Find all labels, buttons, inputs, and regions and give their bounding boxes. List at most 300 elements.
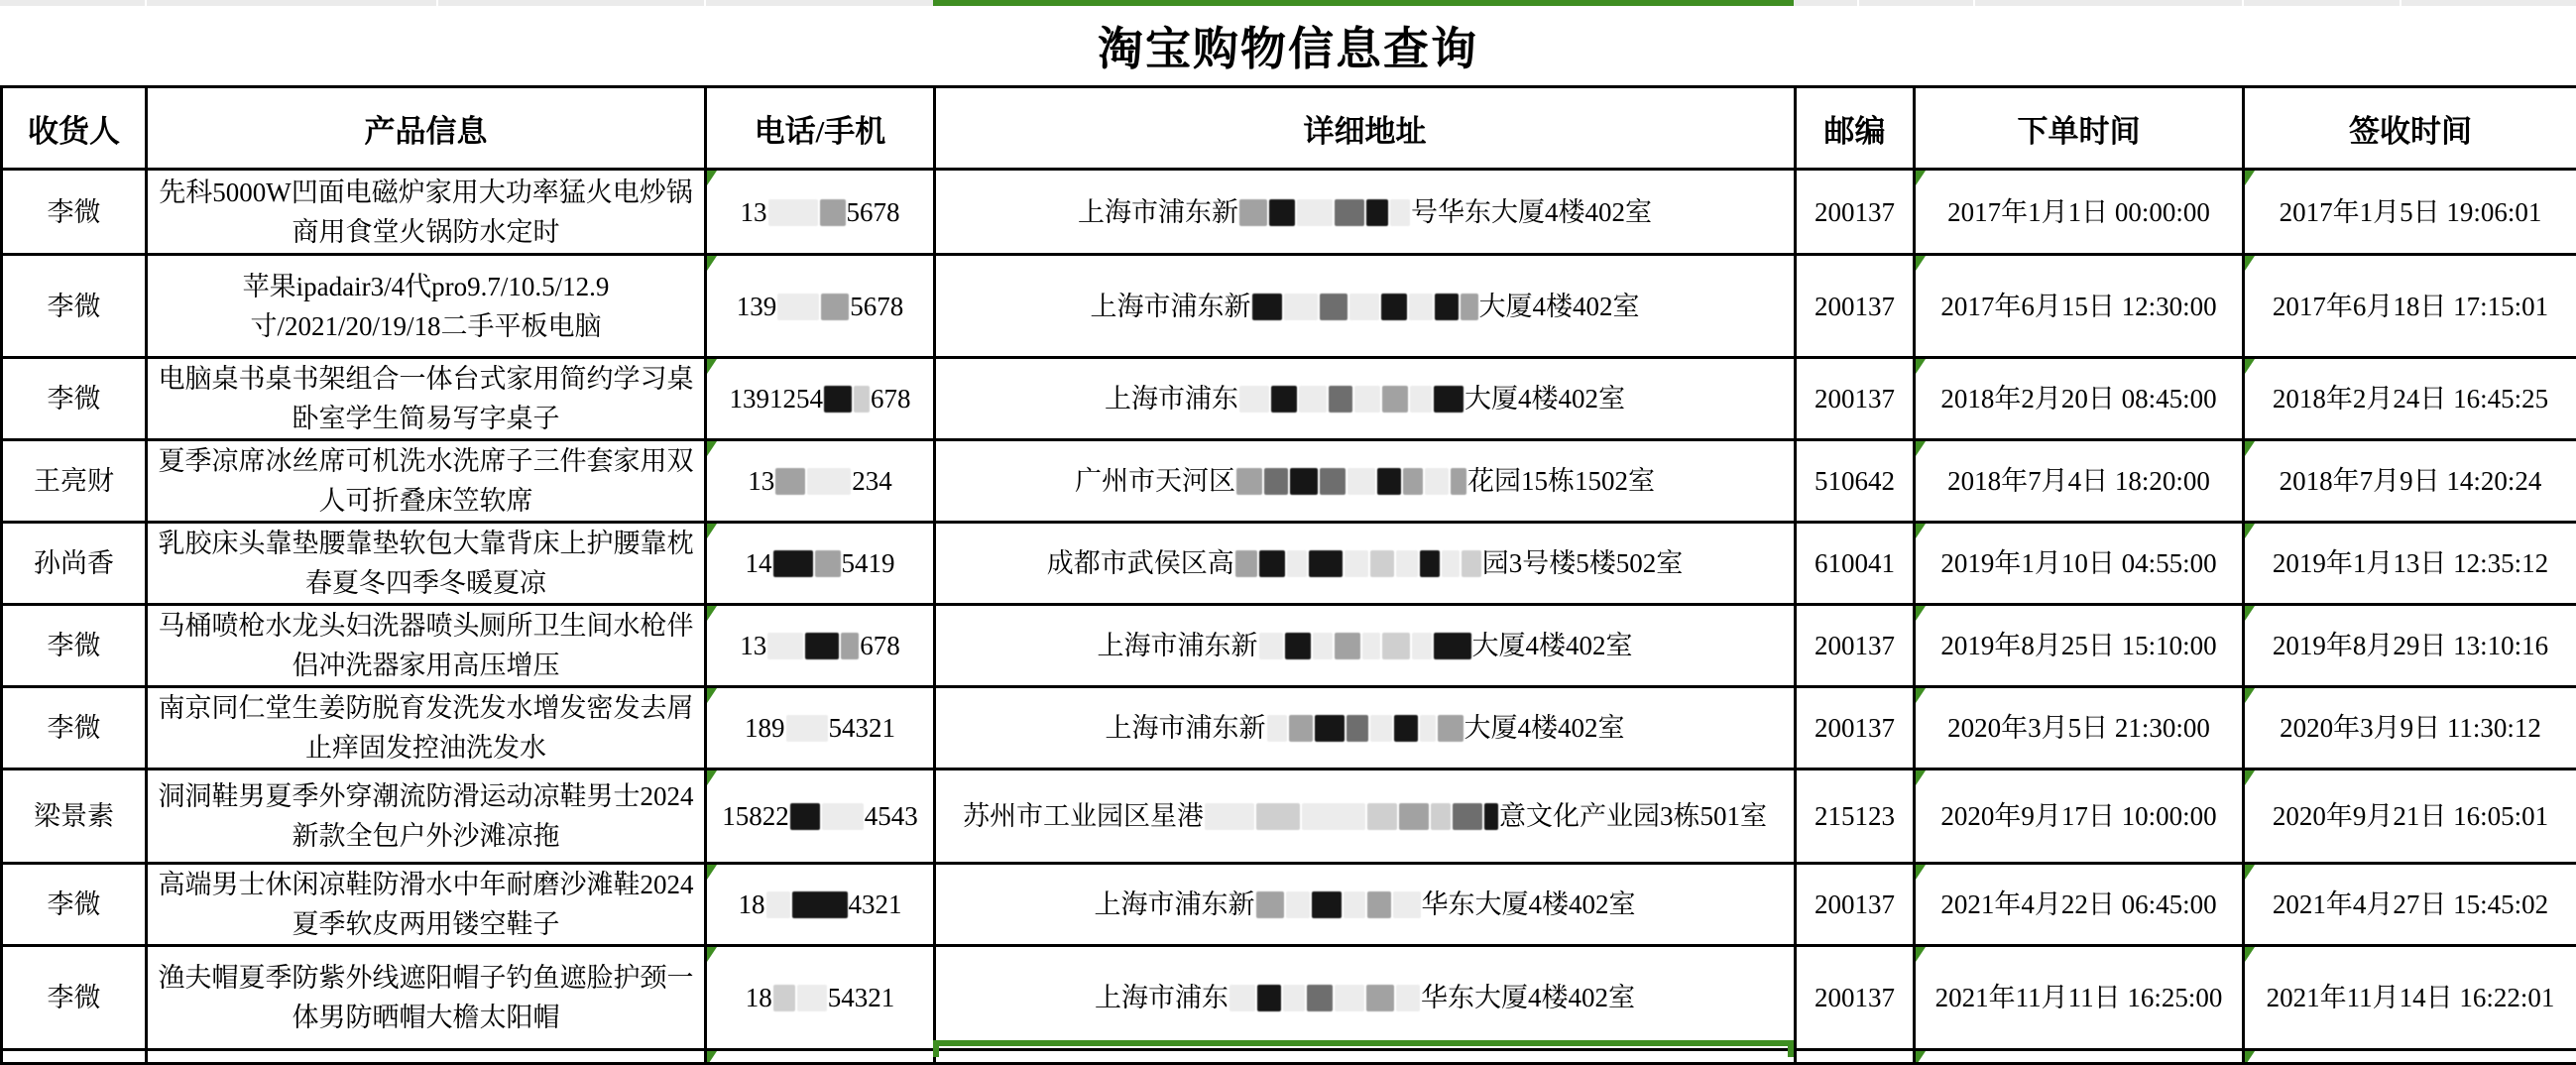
- redaction-block: [1347, 715, 1368, 742]
- cell-text: 马桶喷枪水龙头妇洗器喷头厕所卫生间水枪伴侣冲洗器家用高压增压: [159, 611, 694, 680]
- cell-text: 678: [860, 631, 900, 660]
- cell-phone[interactable]: [706, 255, 935, 358]
- cell-order_time[interactable]: [1915, 440, 2244, 523]
- redaction-block: [1229, 985, 1255, 1011]
- column-header-address[interactable]: 详细地址: [935, 87, 1796, 170]
- sheet-title-row: [0, 6, 2576, 85]
- cell-text: 乳胶床头靠垫腰靠垫软包大靠背床上护腰靠枕春夏冬四季冬暖夏凉: [159, 529, 694, 598]
- redaction-block: [1269, 199, 1295, 226]
- cell-address[interactable]: [935, 523, 1796, 605]
- text-number-marker-icon: [1916, 947, 1926, 962]
- redaction-block: [1381, 294, 1407, 320]
- redaction-block: [1335, 199, 1364, 226]
- cell-text: 678: [871, 384, 911, 414]
- cell-text: 510642: [1815, 466, 1895, 496]
- cell-recipient[interactable]: [2, 255, 147, 358]
- cell-text: 园3号楼5楼502室: [1482, 548, 1684, 578]
- cell-product[interactable]: [147, 687, 706, 769]
- cell-zip[interactable]: [1796, 358, 1915, 440]
- cell-zip[interactable]: [1796, 769, 1915, 864]
- redaction-block: [1377, 468, 1401, 495]
- redaction-block: [1302, 803, 1365, 830]
- redaction-block: [805, 633, 839, 659]
- cell-text: 1391254: [730, 384, 824, 414]
- text-number-marker-icon: [707, 688, 717, 703]
- cell-text: 成都市武侯区高: [1047, 548, 1234, 578]
- cell-text: 200137: [1815, 983, 1895, 1012]
- cell-text: 华东大厦4楼402室: [1421, 983, 1635, 1012]
- cell-text: 18: [746, 983, 772, 1012]
- cell-text: 渔夫帽夏季防紫外线遮阳帽子钓鱼遮脸护颈一体男防晒帽大檐太阳帽: [159, 963, 694, 1032]
- cell-text: 大厦4楼402室: [1464, 384, 1625, 414]
- orders-table: [0, 85, 2576, 1065]
- cell-text: 上海市浦东新: [1091, 292, 1251, 321]
- cell-receipt_time[interactable]: [2244, 523, 2576, 605]
- redaction-block: [1390, 199, 1410, 226]
- cell-text: 234: [852, 466, 892, 496]
- cell-text: 大厦4楼402室: [1472, 631, 1633, 660]
- redaction-block: [1329, 386, 1352, 413]
- redaction-block: [1354, 386, 1380, 413]
- redaction-block: [822, 803, 864, 830]
- cell-text: 13: [740, 631, 766, 660]
- text-number-marker-icon: [1916, 524, 1926, 538]
- cell-text: 2018年2月24日 16:45:25: [2273, 384, 2548, 414]
- cell-receipt_time[interactable]: [2244, 769, 2576, 864]
- text-number-marker-icon: [1916, 171, 1926, 185]
- cell-text: 广州市天河区: [1075, 466, 1235, 496]
- cell-text: 李微: [48, 631, 101, 660]
- cell-zip[interactable]: [1796, 605, 1915, 687]
- text-number-marker-icon: [707, 1051, 717, 1064]
- redaction-block: [1394, 715, 1418, 742]
- cell-order_time[interactable]: [1915, 605, 2244, 687]
- cell-product[interactable]: [147, 769, 706, 864]
- cell-recipient[interactable]: [2, 946, 147, 1050]
- cell-recipient[interactable]: [2, 687, 147, 769]
- cell-text: 14: [746, 548, 772, 578]
- cell-phone[interactable]: [706, 864, 935, 946]
- cell-text: 2018年7月4日 18:20:00: [1947, 466, 2210, 496]
- cell-recipient[interactable]: [2, 440, 147, 523]
- cell-text: 2017年1月1日 00:00:00: [1947, 197, 2210, 227]
- cell-text: 200137: [1815, 889, 1895, 919]
- redaction-block: [1347, 468, 1375, 495]
- redaction-block: [766, 891, 790, 918]
- cell-text: 5419: [842, 548, 895, 578]
- cell-product[interactable]: [147, 946, 706, 1050]
- cell-receipt_time[interactable]: [2244, 170, 2576, 255]
- cell-text: 南京同仁堂生姜防脱育发洗发水增发密发去屑止痒固发控油洗发水: [159, 693, 694, 763]
- redaction-block: [1434, 386, 1464, 413]
- cell-text: 200137: [1815, 292, 1895, 321]
- cell-zip[interactable]: [1796, 255, 1915, 358]
- text-number-marker-icon: [1916, 688, 1926, 703]
- table-row: [2, 605, 2576, 687]
- redaction-block: [1366, 199, 1388, 226]
- cell-text: 李微: [48, 889, 101, 919]
- cell-address[interactable]: [935, 605, 1796, 687]
- cell-text: 上海市浦东: [1105, 384, 1238, 414]
- redaction-block: [1367, 891, 1391, 918]
- page-title: 淘宝购物信息查询: [1098, 13, 1478, 78]
- redaction-block: [1410, 386, 1432, 413]
- redaction-block: [1257, 985, 1281, 1011]
- redaction-block: [1434, 633, 1471, 659]
- cell-text: 200137: [1815, 631, 1895, 660]
- redaction-block: [1239, 199, 1267, 226]
- cell-phone[interactable]: [706, 170, 935, 255]
- cell-zip[interactable]: [1796, 170, 1915, 255]
- redaction-block: [1484, 803, 1498, 830]
- cell-text: 2017年6月15日 12:30:00: [1940, 292, 2216, 321]
- cell-receipt_time[interactable]: [2244, 605, 2576, 687]
- cell-text: 2019年8月29日 13:10:16: [2273, 631, 2548, 660]
- cell-text: 2017年1月5日 19:06:01: [2280, 197, 2542, 227]
- redaction-block: [1297, 199, 1333, 226]
- redaction-block: [1370, 550, 1394, 577]
- redaction-block: [824, 386, 852, 413]
- cell-recipient[interactable]: [2, 170, 147, 255]
- cell-text: 上海市浦东新: [1106, 713, 1266, 743]
- cell-text: 200137: [1815, 197, 1895, 227]
- cell-text: 大厦4楼402室: [1464, 713, 1625, 743]
- cell-address[interactable]: [935, 170, 1796, 255]
- text-number-marker-icon: [2245, 865, 2255, 880]
- redaction-block: [1370, 715, 1392, 742]
- redaction-block: [1235, 550, 1257, 577]
- redaction-block: [841, 633, 859, 659]
- cell-text: 2019年1月13日 12:35:12: [2273, 548, 2548, 578]
- cell-order_time[interactable]: [1915, 255, 2244, 358]
- cell-text: 大厦4楼402室: [1479, 292, 1640, 321]
- text-number-marker-icon: [2245, 171, 2255, 185]
- column-header-order_time[interactable]: 下单时间: [1915, 87, 2244, 170]
- redaction-block: [854, 386, 870, 413]
- cell-text: 高端男士休闲凉鞋防滑水中年耐磨沙滩鞋2024夏季软皮两用镂空鞋子: [159, 870, 694, 939]
- redaction-block: [1335, 633, 1360, 659]
- cell-order_time[interactable]: [1915, 358, 2244, 440]
- redaction-block: [773, 550, 813, 577]
- cell-order_time[interactable]: [1915, 769, 2244, 864]
- table-row: [2, 170, 2576, 255]
- redaction-block: [1382, 386, 1408, 413]
- redaction-block: [1399, 803, 1429, 830]
- redaction-block: [1264, 468, 1288, 495]
- redaction-block: [1442, 550, 1460, 577]
- cell-product[interactable]: [147, 170, 706, 255]
- cell-text: 苹果ipadair3/4代pro9.7/10.5/12.9寸/2021/20/19/18二手平板电脑: [243, 272, 610, 341]
- text-number-marker-icon: [2245, 688, 2255, 703]
- cell-text: 李微: [48, 384, 101, 414]
- redaction-block: [1271, 386, 1297, 413]
- redaction-block: [773, 985, 795, 1011]
- table-row: [2, 946, 2576, 1050]
- text-number-marker-icon: [1916, 606, 1926, 621]
- cell-phone[interactable]: [706, 440, 935, 523]
- redaction-block: [1409, 294, 1433, 320]
- cell-text: 苏州市工业园区星港: [963, 801, 1204, 831]
- redaction-block: [1286, 891, 1310, 918]
- column-header-product[interactable]: 产品信息: [147, 87, 706, 170]
- text-number-marker-icon: [707, 524, 717, 538]
- cell-product[interactable]: [147, 605, 706, 687]
- cell-text: 意文化产业园3栋501室: [1499, 801, 1767, 831]
- redaction-block: [1431, 803, 1451, 830]
- cell-order_time[interactable]: [1915, 687, 2244, 769]
- redaction-block: [797, 985, 827, 1011]
- cell-text: 上海市浦东: [1095, 983, 1229, 1012]
- column-header-receipt_time[interactable]: 签收时间: [2244, 87, 2576, 170]
- cell-product[interactable]: [147, 864, 706, 946]
- cell-text: 2018年2月20日 08:45:00: [1940, 384, 2216, 414]
- cell-phone[interactable]: [706, 358, 935, 440]
- text-number-marker-icon: [2245, 359, 2255, 374]
- redaction-block: [1284, 294, 1318, 320]
- cell-address[interactable]: [935, 687, 1796, 769]
- cell-text: 孙尚香: [34, 548, 114, 578]
- redaction-block: [820, 199, 846, 226]
- redaction-block: [1256, 891, 1284, 918]
- cell-text: 华东大厦4楼402室: [1422, 889, 1636, 919]
- cell-address[interactable]: [935, 255, 1796, 358]
- text-number-marker-icon: [2245, 441, 2255, 456]
- cell-order_time[interactable]: [1915, 170, 2244, 255]
- header-row: [2, 87, 2576, 170]
- redaction-block: [1259, 550, 1285, 577]
- text-number-marker-icon: [1916, 865, 1926, 880]
- table-row: [2, 358, 2576, 440]
- cell-phone[interactable]: [706, 687, 935, 769]
- redaction-block: [1403, 468, 1423, 495]
- cell-text: 夏季凉席冰丝席可机洗水洗席子三件套家用双人可折叠床笠软席: [159, 446, 694, 516]
- cell-address[interactable]: [935, 440, 1796, 523]
- cell-recipient[interactable]: [2, 358, 147, 440]
- text-number-marker-icon: [1916, 1051, 1926, 1064]
- cell-text: 2017年6月18日 17:15:01: [2273, 292, 2548, 321]
- redaction-block: [1396, 985, 1420, 1011]
- redaction-block: [1349, 294, 1379, 320]
- redaction-block: [815, 550, 841, 577]
- redaction-block: [1290, 468, 1318, 495]
- cell-product[interactable]: [147, 255, 706, 358]
- cell-zip[interactable]: [1796, 523, 1915, 605]
- cell-recipient[interactable]: [2, 605, 147, 687]
- cell-product[interactable]: [147, 440, 706, 523]
- redaction-block: [1362, 633, 1380, 659]
- cell-order_time[interactable]: [1915, 946, 2244, 1050]
- redaction-block: [1299, 386, 1327, 413]
- redaction-block: [1420, 715, 1436, 742]
- cell-text: 花园15栋1502室: [1467, 466, 1655, 496]
- cell-text: 610041: [1815, 548, 1895, 578]
- cell-text: 2020年3月9日 11:30:12: [2280, 713, 2541, 743]
- cell-text: 2019年8月25日 15:10:00: [1940, 631, 2216, 660]
- cell-text: 号华东大厦4楼402室: [1411, 197, 1652, 227]
- cell-text: 上海市浦东新: [1098, 631, 1258, 660]
- cell-phone[interactable]: [706, 605, 935, 687]
- text-number-marker-icon: [1916, 256, 1926, 271]
- text-number-marker-icon: [2245, 606, 2255, 621]
- text-number-marker-icon: [707, 171, 717, 185]
- cell-text: 王亮财: [34, 466, 114, 496]
- cell-text: 2020年9月21日 16:05:01: [2273, 801, 2548, 831]
- text-number-marker-icon: [707, 606, 717, 621]
- redaction-block: [1287, 550, 1307, 577]
- text-number-marker-icon: [707, 947, 717, 962]
- cell-address[interactable]: [935, 864, 1796, 946]
- redaction-block: [1453, 803, 1482, 830]
- cell-text: 先科5000W凹面电磁炉家用大功率猛火电炒锅商用食堂火锅防水定时: [159, 178, 692, 247]
- cell-phone[interactable]: [706, 523, 935, 605]
- cell-product[interactable]: [147, 523, 706, 605]
- cell-text: 2020年9月17日 10:00:00: [1940, 801, 2216, 831]
- redaction-block: [1259, 633, 1283, 659]
- redaction-block: [1393, 891, 1421, 918]
- cell-text: 李微: [48, 713, 101, 743]
- cell-phone[interactable]: [706, 769, 935, 864]
- redaction-block: [1285, 633, 1311, 659]
- redaction-block: [1451, 468, 1466, 495]
- text-number-marker-icon: [707, 359, 717, 374]
- cell-address[interactable]: [935, 358, 1796, 440]
- cell-order_time[interactable]: [1915, 523, 2244, 605]
- table-row: [2, 255, 2576, 358]
- cell-text: 54321: [828, 983, 895, 1012]
- cell-text: 电脑桌书桌书架组合一体台式家用简约学习桌卧室学生简易写字桌子: [159, 364, 694, 433]
- redaction-block: [1382, 633, 1410, 659]
- redaction-block: [821, 294, 849, 320]
- cell-text: 54321: [829, 713, 896, 743]
- cell-text: 15822: [722, 801, 789, 831]
- cell-text: 2020年3月5日 21:30:00: [1947, 713, 2210, 743]
- cell-address[interactable]: [935, 946, 1796, 1050]
- cell-text: 上海市浦东新: [1078, 197, 1238, 227]
- cell-text: 189: [745, 713, 785, 743]
- redaction-block: [1307, 985, 1333, 1011]
- text-number-marker-icon: [707, 441, 717, 456]
- cell-text: 4321: [849, 889, 902, 919]
- redaction-block: [1462, 550, 1481, 577]
- text-number-marker-icon: [1916, 441, 1926, 456]
- cell-text: 5678: [847, 197, 900, 227]
- column-header-phone[interactable]: 电话/手机: [706, 87, 935, 170]
- redaction-block: [777, 294, 819, 320]
- redaction-block: [1435, 294, 1459, 320]
- cell-text: 5678: [850, 292, 903, 321]
- redaction-block: [1239, 386, 1269, 413]
- column-header-recipient[interactable]: 收货人: [2, 87, 147, 170]
- redaction-block: [1344, 891, 1365, 918]
- redaction-block: [1256, 803, 1300, 830]
- cell-text: 李微: [48, 292, 101, 321]
- cell-text: 2018年7月9日 14:20:24: [2280, 466, 2542, 496]
- redaction-block: [1309, 550, 1343, 577]
- redaction-block: [1313, 633, 1333, 659]
- cell-text: 洞洞鞋男夏季外穿潮流防滑运动凉鞋男士2024新款全包户外沙滩凉拖: [159, 781, 694, 851]
- cell-text: 13: [748, 466, 774, 496]
- redaction-block: [1289, 715, 1313, 742]
- redaction-block: [1396, 550, 1418, 577]
- cell-text: 139: [737, 292, 777, 321]
- cell-text: 2019年1月10日 04:55:00: [1940, 548, 2216, 578]
- cell-phone[interactable]: [706, 946, 935, 1050]
- cell-text: 200137: [1815, 713, 1895, 743]
- cell-address[interactable]: [935, 769, 1796, 864]
- redaction-block: [775, 468, 805, 495]
- redaction-block: [1412, 633, 1432, 659]
- cell-recipient[interactable]: [2, 769, 147, 864]
- redaction-block: [1252, 294, 1282, 320]
- cell-receipt_time[interactable]: [2244, 864, 2576, 946]
- cell-receipt_time[interactable]: [2244, 358, 2576, 440]
- cell-zip[interactable]: [1796, 946, 1915, 1050]
- cell-zip[interactable]: [1796, 687, 1915, 769]
- text-number-marker-icon: [2245, 770, 2255, 785]
- cell-receipt_time[interactable]: [2244, 687, 2576, 769]
- cell-text: 200137: [1815, 384, 1895, 414]
- cell-text: 2021年4月27日 15:45:02: [2273, 889, 2548, 919]
- redaction-block: [767, 633, 803, 659]
- cell-receipt_time[interactable]: [2244, 946, 2576, 1050]
- redaction-block: [1366, 985, 1394, 1011]
- cell-text: 215123: [1815, 801, 1895, 831]
- table-row: [2, 769, 2576, 864]
- redaction-block: [807, 468, 851, 495]
- cell-text: 李微: [48, 983, 101, 1012]
- cell-text: 梁景素: [34, 801, 114, 831]
- redaction-block: [1315, 715, 1345, 742]
- redaction-block: [1320, 468, 1346, 495]
- cell-text: 4543: [865, 801, 918, 831]
- table-row: [2, 523, 2576, 605]
- cell-text: 13: [741, 197, 767, 227]
- cell-text: 李微: [48, 197, 101, 227]
- table-body: [2, 170, 2576, 1064]
- cell-product[interactable]: [147, 358, 706, 440]
- redaction-block: [786, 715, 828, 742]
- table-row: [2, 440, 2576, 523]
- redaction-block: [1312, 891, 1342, 918]
- text-number-marker-icon: [707, 865, 717, 880]
- redaction-block: [1345, 550, 1368, 577]
- redaction-block: [1367, 803, 1397, 830]
- text-number-marker-icon: [2245, 524, 2255, 538]
- cell-zip[interactable]: [1796, 440, 1915, 523]
- cell-recipient[interactable]: [2, 864, 147, 946]
- redaction-block: [1461, 294, 1478, 320]
- redaction-block: [1420, 550, 1440, 577]
- cell-receipt_time[interactable]: [2244, 440, 2576, 523]
- cell-zip[interactable]: [1796, 864, 1915, 946]
- redaction-block: [768, 199, 818, 226]
- column-header-zip[interactable]: 邮编: [1796, 87, 1915, 170]
- cell-text: 18: [739, 889, 765, 919]
- redaction-block: [1438, 715, 1464, 742]
- text-number-marker-icon: [2245, 947, 2255, 962]
- text-number-marker-icon: [707, 256, 717, 271]
- cell-order_time[interactable]: [1915, 864, 2244, 946]
- text-number-marker-icon: [2245, 1051, 2255, 1064]
- redaction-block: [1335, 985, 1364, 1011]
- redaction-block: [1425, 468, 1449, 495]
- cell-recipient[interactable]: [2, 523, 147, 605]
- text-number-marker-icon: [2245, 256, 2255, 271]
- cell-receipt_time[interactable]: [2244, 255, 2576, 358]
- table-row: [2, 864, 2576, 946]
- redaction-block: [790, 803, 820, 830]
- cell-text: 2021年4月22日 06:45:00: [1940, 889, 2216, 919]
